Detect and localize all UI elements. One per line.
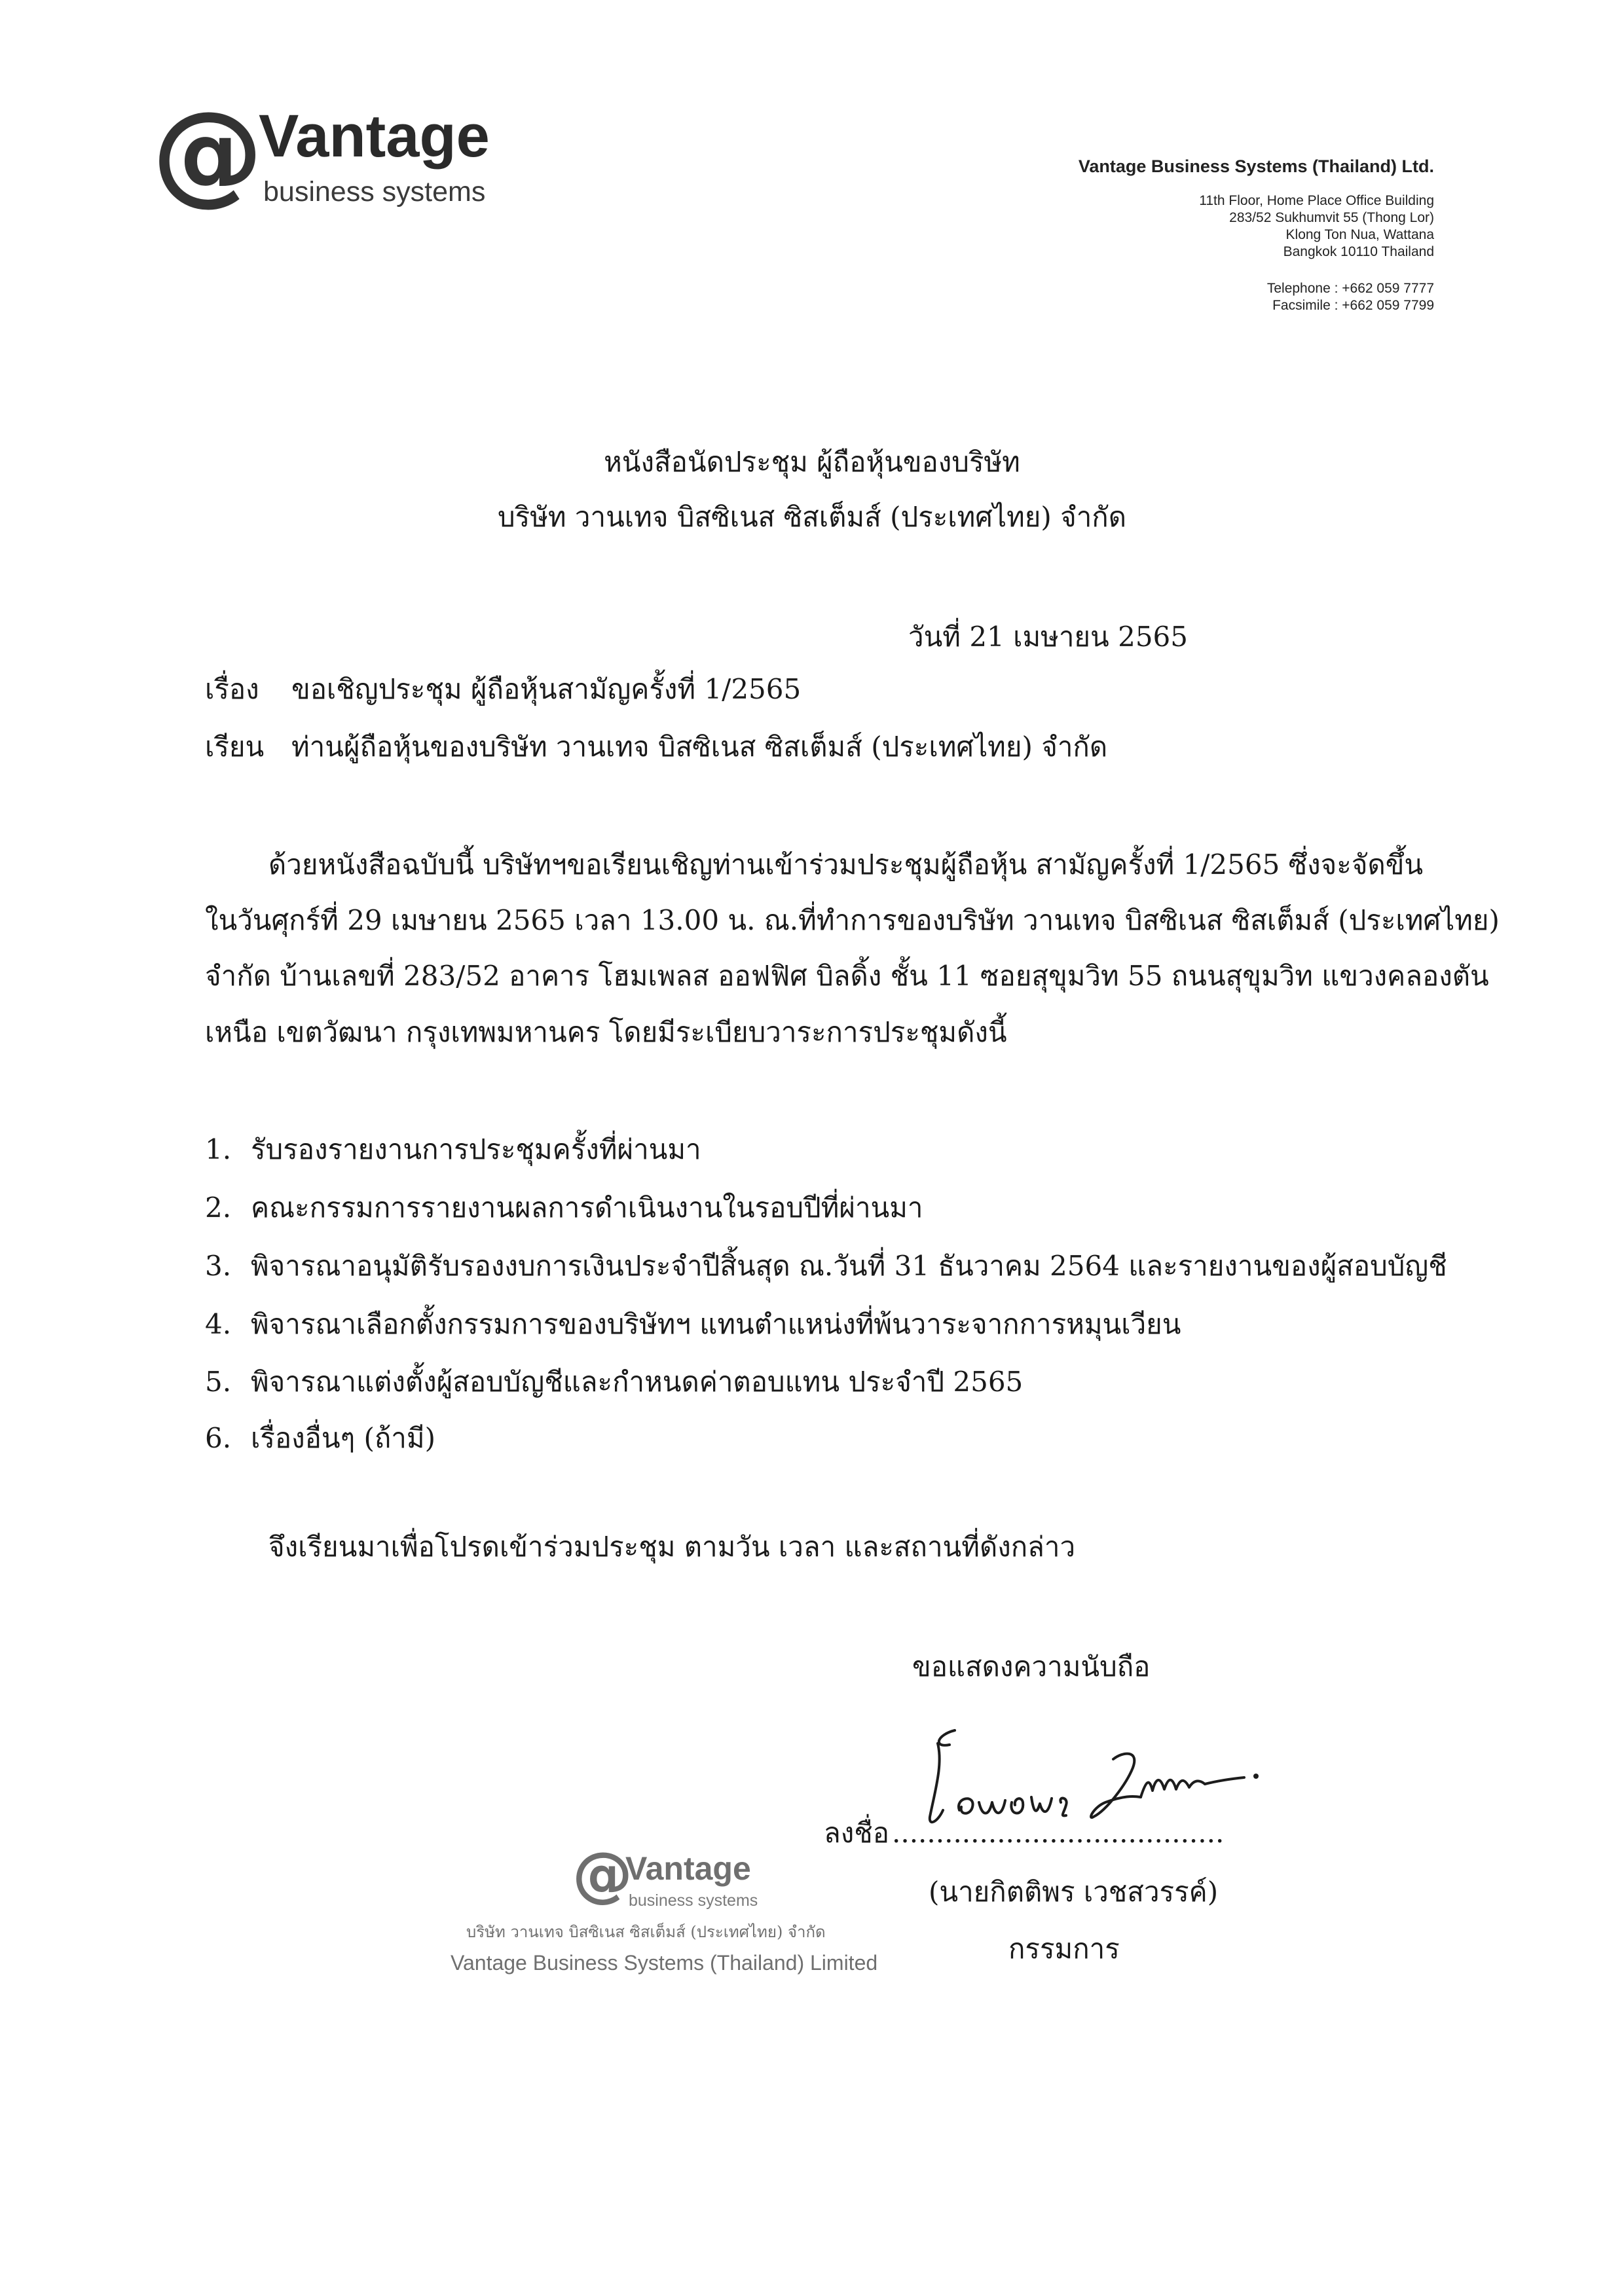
agenda-item: คณะกรรมการรายงานผลการดำเนินงานในรอบปีที่ผ่านมา bbox=[251, 1192, 923, 1224]
recipient-label: เรียน bbox=[205, 731, 265, 763]
agenda-item: รับรองรายงานการประชุมครั้งที่ผ่านมา bbox=[251, 1133, 701, 1165]
stamp-tagline: business systems bbox=[629, 1891, 758, 1910]
signer-position: กรรมการ bbox=[1008, 1933, 1120, 1965]
body-line-3: จำกัด บ้านเลขที่ 283/52 อาคาร โฮมเพลส ออฟฟิศ บิลดิ้ง ชั้น 11 ซอยสุขุมวิท 55 ถนนสุขุมวิท แขวงคลองตัน bbox=[205, 960, 1489, 992]
regards-text: ขอแสดงความนับถือ bbox=[912, 1650, 1151, 1683]
stamp-thai-company-name: บริษัท วานเทจ บิสซิเนส ซิสเต็มส์ (ประเทศไทย) จำกัด bbox=[466, 1923, 826, 1941]
agenda-number: 1. bbox=[205, 1133, 232, 1165]
stamp-logo-symbol: @ bbox=[572, 1839, 633, 1909]
agenda-number: 3. bbox=[205, 1250, 232, 1282]
facsimile: Facsimile : +662 059 7799 bbox=[1272, 298, 1434, 313]
address-line-1: 11th Floor, Home Place Office Building bbox=[1199, 193, 1434, 208]
agenda-item: พิจารณาอนุมัติรับรองงบการเงินประจำปีสิ้นสุด ณ.วันที่ 31 ธันวาคม 2564 และรายงานของผู้สอบบัญชี bbox=[251, 1250, 1447, 1282]
logo-tagline: business systems bbox=[263, 176, 486, 208]
signature-line: ...................................... bbox=[892, 1817, 1225, 1849]
logo-name: Vantage bbox=[259, 103, 490, 170]
agenda-item: พิจารณาแต่งตั้งผู้สอบบัญชีและกำหนดค่าตอบแทน ประจำปี 2565 bbox=[251, 1366, 1024, 1398]
body-line-4: เหนือ เขตวัฒนา กรุงเทพมหานคร โดยมีระเบียบวาระการประชุมดังนี้ bbox=[205, 1016, 1007, 1048]
signature-label: ลงชื่อ bbox=[824, 1817, 889, 1849]
stamp-logo-name: Vantage bbox=[625, 1850, 751, 1887]
signer-name: (นายกิตติพร เวชสวรรค์) bbox=[929, 1876, 1219, 1908]
stamp-english-company-name: Vantage Business Systems (Thailand) Limited bbox=[451, 1951, 878, 1975]
address-line-4: Bangkok 10110 Thailand bbox=[1283, 244, 1434, 259]
body-line-2: ในวันศุกร์ที่ 29 เมษายน 2565 เวลา 13.00 น. ณ.ที่ทำการของบริษัท วานเทจ บิสซิเนส ซิสเต็มส์ (ประเทศไทย) bbox=[205, 904, 1500, 936]
body-line-1: ด้วยหนังสือฉบับนี้ บริษัทฯขอเรียนเชิญท่านเข้าร่วมประชุมผู้ถือหุ้น สามัญครั้งที่ 1/2565 ซึ่งจะจัดขึ้น bbox=[268, 848, 1424, 881]
document-title-line-2: บริษัท วานเทจ บิสซิเนส ซิสเต็มส์ (ประเทศไทย) จำกัด bbox=[497, 501, 1127, 533]
agenda-number: 4. bbox=[205, 1308, 232, 1340]
address-line-3: Klong Ton Nua, Wattana bbox=[1285, 227, 1434, 242]
subject-label: เรื่อง bbox=[205, 673, 259, 705]
agenda-item: เรื่องอื่นๆ (ถ้ามี) bbox=[251, 1422, 435, 1454]
company-name: Vantage Business Systems (Thailand) Ltd. bbox=[1078, 156, 1434, 176]
telephone: Telephone : +662 059 7777 bbox=[1266, 281, 1434, 296]
closing-text: จึงเรียนมาเพื่อโปรดเข้าร่วมประชุม ตามวัน เวลา และสถานที่ดังกล่าว bbox=[268, 1531, 1076, 1563]
agenda-number: 5. bbox=[205, 1366, 232, 1398]
document-date: วันที่ 21 เมษายน 2565 bbox=[908, 621, 1188, 653]
document-title-line-1: หนังสือนัดประชุม ผู้ถือหุ้นของบริษัท bbox=[604, 446, 1020, 478]
subject-text: ขอเชิญประชุม ผู้ถือหุ้นสามัญครั้งที่ 1/2565 bbox=[291, 673, 802, 705]
logo-symbol: @ bbox=[152, 88, 263, 217]
recipient-text: ท่านผู้ถือหุ้นของบริษัท วานเทจ บิสซิเนส ซิสเต็มส์ (ประเทศไทย) จำกัด bbox=[291, 731, 1108, 763]
agenda-item: พิจารณาเลือกตั้งกรรมการของบริษัทฯ แทนตำแหน่งที่พ้นวาระจากการหมุนเวียน bbox=[251, 1308, 1181, 1340]
agenda-number: 6. bbox=[205, 1422, 232, 1454]
agenda-number: 2. bbox=[205, 1192, 232, 1224]
address-line-2: 283/52 Sukhumvit 55 (Thong Lor) bbox=[1229, 210, 1434, 225]
